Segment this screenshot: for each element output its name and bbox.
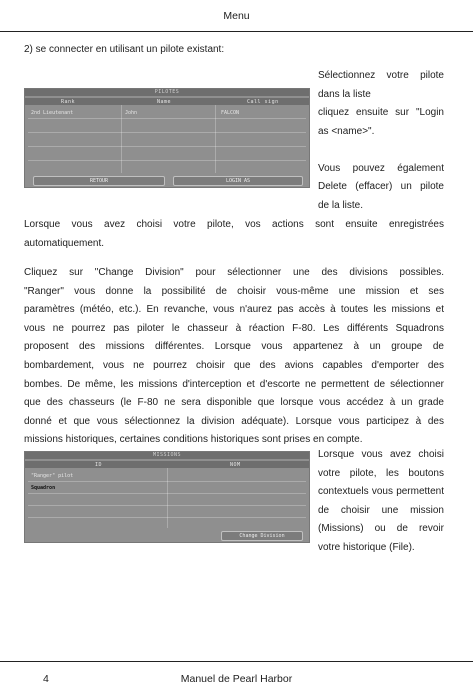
paragraph-line: automatiquement. [24, 237, 105, 249]
mission-row-squadron[interactable]: Squadron [31, 485, 56, 491]
side-text-line: votre historique (File). [318, 541, 415, 553]
paragraph-line: vous ne pourrez pas piloter le chasseur à réaction F-80. Les différents Squadrons [24, 322, 444, 334]
side-text-line: Sélectionnez votre pilote [318, 70, 444, 81]
pilot-list-screenshot [24, 88, 310, 188]
side-text-pilot-selection [318, 67, 444, 215]
page-number: 4 [43, 673, 49, 685]
side-text-line: Vous pouvez également [318, 162, 444, 174]
side-text-context-buttons [318, 446, 444, 557]
paragraph-line: donné et que vous sélectionnez la division adéquate). Lorsque vous participez à des [24, 415, 444, 427]
paragraph-line: Lorsque vous avez choisi votre pilote, vos actions sont ensuite enregistrées [24, 219, 444, 230]
paragraph-change-division [24, 264, 444, 450]
column-header-name: Name [157, 99, 172, 105]
side-text-line: de choisir une mission [318, 504, 444, 516]
footer-divider [0, 661, 473, 662]
table-column-line [167, 468, 168, 528]
table-column-line [215, 105, 216, 173]
table-row-line [28, 118, 306, 119]
paragraph-line: que des chasseurs (le F-80 ne sera disponible que lorsque vous accédez à un grade [24, 397, 444, 409]
paragraph-line: missions historiques, certaines conditions historiques sont prises en compte. [24, 434, 363, 446]
missions-title: MISSIONS [25, 452, 309, 459]
side-text-line: Delete (effacer) un pilote [318, 181, 444, 192]
side-text-line: dans la liste [318, 88, 371, 100]
pilot-row-rank: 2nd Lieutenant [31, 110, 74, 116]
column-header-rank: Rank [61, 99, 76, 105]
side-text-line: cliquez ensuite sur "Login [318, 107, 444, 118]
header-divider [0, 31, 473, 32]
paragraph-line: "Ranger" vous donne la possibilité de choisir vous-même une mission et ses [24, 285, 444, 297]
side-text-line: votre pilote, les boutons [318, 467, 444, 479]
column-header-callsign: Call sign [247, 99, 279, 105]
column-header-nom: NOM [230, 462, 241, 468]
change-division-button[interactable]: Change Division [221, 531, 303, 541]
missions-header [25, 461, 309, 468]
missions-screenshot [24, 451, 310, 543]
table-column-line [121, 105, 122, 173]
footer-title: Manuel de Pearl Harbor [180, 673, 293, 685]
mission-row-division[interactable]: "Ranger" pilot [31, 473, 74, 479]
paragraph-line: Cliquez sur "Change Division" pour sélectionner une des divisions possibles. [24, 267, 444, 278]
paragraph-auto-save [24, 216, 444, 253]
column-header-id: ID [95, 462, 103, 468]
table-row-line [28, 160, 306, 161]
back-button[interactable]: RETOUR [33, 176, 165, 186]
paragraph-line: paramètres (météo, etc.). En revanche, vous n'aurez pas accès à toutes les missions et [24, 304, 444, 316]
paragraph-line: bombardement, vous ne pourrez choisir que des avions capables d'emporter des [24, 359, 444, 371]
table-row-line [28, 146, 306, 147]
pilot-row-name: John [125, 110, 138, 116]
side-text-line: de la liste. [318, 199, 364, 211]
pilot-list-header [25, 98, 309, 105]
side-text-line: (Missions) ou de revoir [318, 523, 444, 534]
side-text-line [318, 141, 444, 160]
login-as-button[interactable]: LOGIN AS [173, 176, 303, 186]
side-text-line: contextuels vous permettent [318, 486, 444, 497]
paragraph-line: proposent des missions différentes. Lorsque vous appartenez à un groupe de [24, 341, 444, 353]
table-row-line [28, 132, 306, 133]
page-header-title: Menu [223, 10, 250, 22]
pilot-row-callsign: FALCON [221, 110, 240, 116]
paragraph-line: bombes. De même, les missions d'interception et d'escorte ne permettent de sélectionner [24, 378, 444, 390]
side-text-line: as <name>". [318, 125, 375, 137]
pilot-list-title: PILOTES [25, 89, 309, 96]
section-heading: 2) se connecter en utilisant un pilote existant: [24, 44, 225, 55]
side-text-line: Lorsque vous avez choisi [318, 449, 444, 460]
